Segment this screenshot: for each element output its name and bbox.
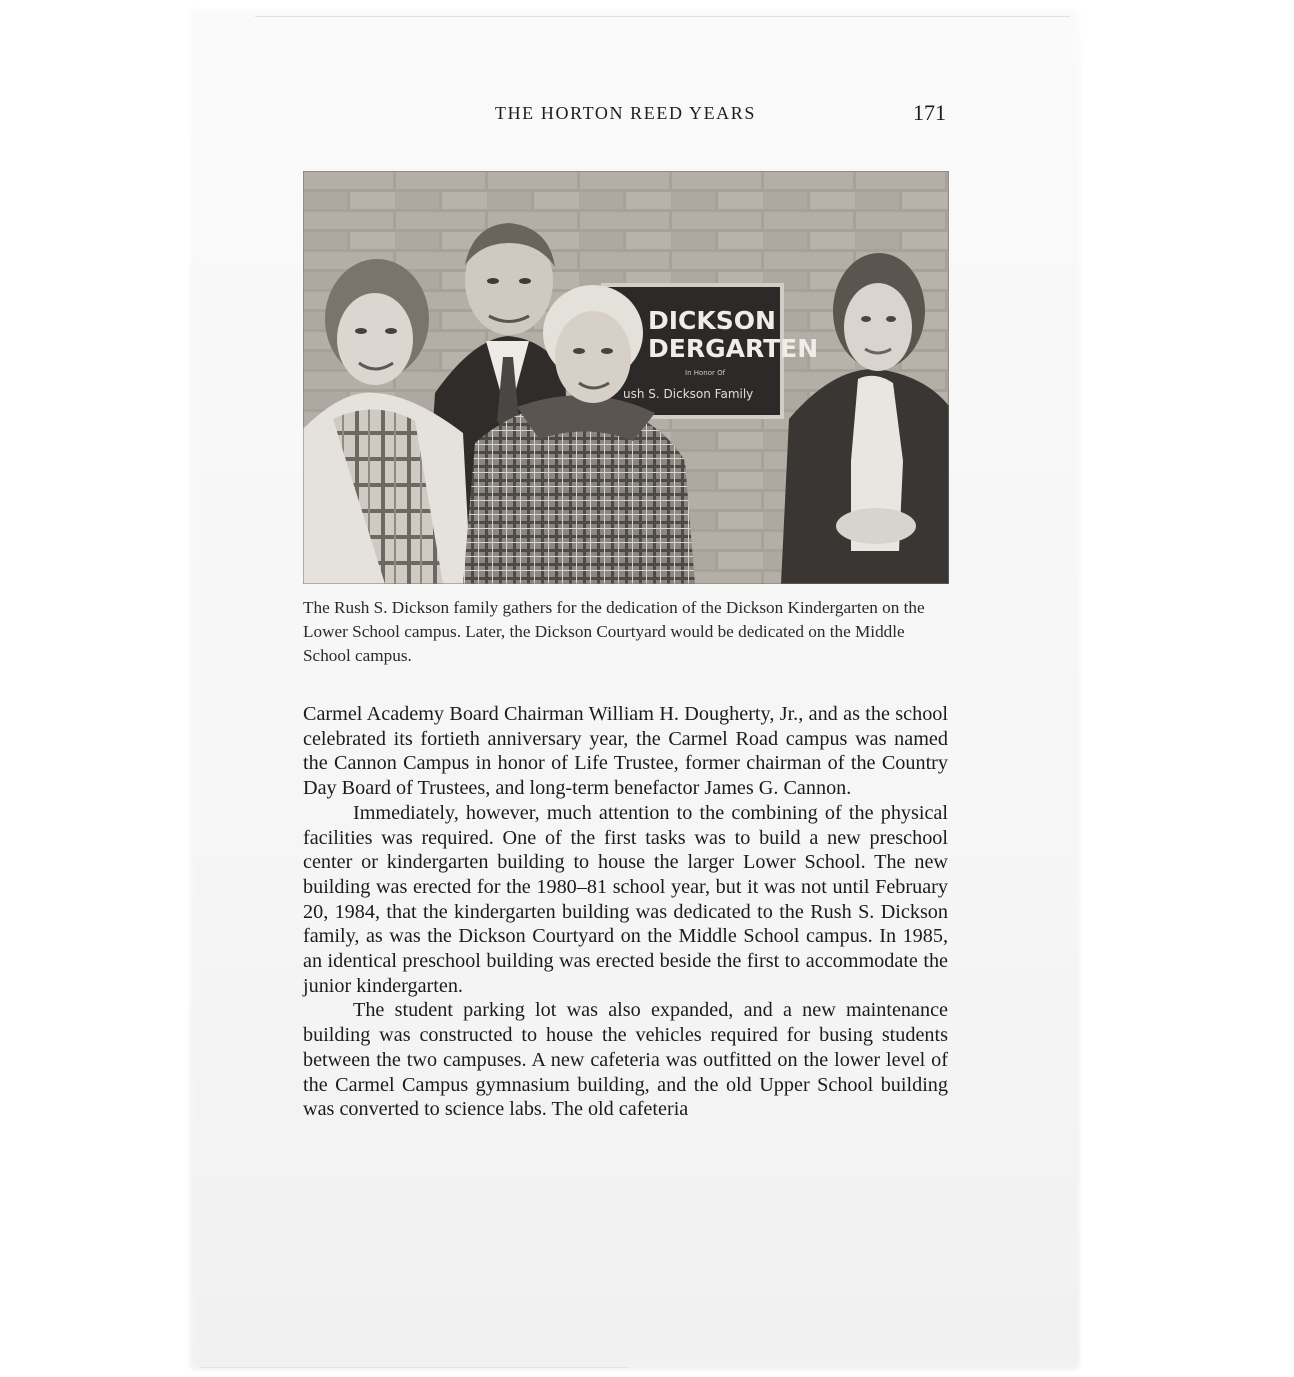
sign-text-kindergarten: DERGARTEN [648,334,819,363]
running-title: THE HORTON REED YEARS [494,103,757,123]
dedication-photo [303,171,949,584]
paragraph-3: The student parking lot was also expanded, and a new maintenance building was constructed to house the vehicles required for busing students between the two campuses. A new cafeteria was outfitted on the lower level of the Carmel Campus gymnasium building, and the old Upper School building was converted to science labs. The old cafeteria [303,999,948,1121]
paragraph-1: Carmel Academy Board Chairman William H. Dougherty, Jr., and as the school celebrated its fortieth anniversary year, the Carmel Road campus was named the Cannon Campus in honor of Life Trustee, former chairman of the Country Day Board of Trustees, and long-term benefactor James G. Cannon. [303,703,948,800]
page-number: 171 [913,100,946,125]
body-text [303,702,948,1122]
sign-text-family: ush S. Dickson Family [623,387,754,401]
scan-edge-bottom [200,1367,630,1368]
sign-text-honor: In Honor Of [685,369,726,377]
running-head [303,100,948,128]
sign-text-dickson: DICKSON [648,306,776,335]
paragraph-2: Immediately, however, much attention to the combining of the physical facilities was required. One of the first tasks was to build a new preschool center or kindergarten building to house the larger Lower School. The new building was erected for the 1980–81 school year, but it was not until February 20, 1984, that the kindergarten building was dedicated to the Rush S. Dickson family, as was the Dickson Courtyard on the Middle School campus. In 1985, an identical preschool building was erected beside the first to accommodate the junior kindergarten. [303,801,948,997]
photo-caption: The Rush S. Dickson family gathers for the dedication of the Dickson Kindergarten on the Lower School campus. Later, the Dickson Courtyard would be dedicated on the Middle School campus. [303,598,925,665]
scan-edge-top [255,16,1070,17]
photo-illustration [303,171,949,584]
